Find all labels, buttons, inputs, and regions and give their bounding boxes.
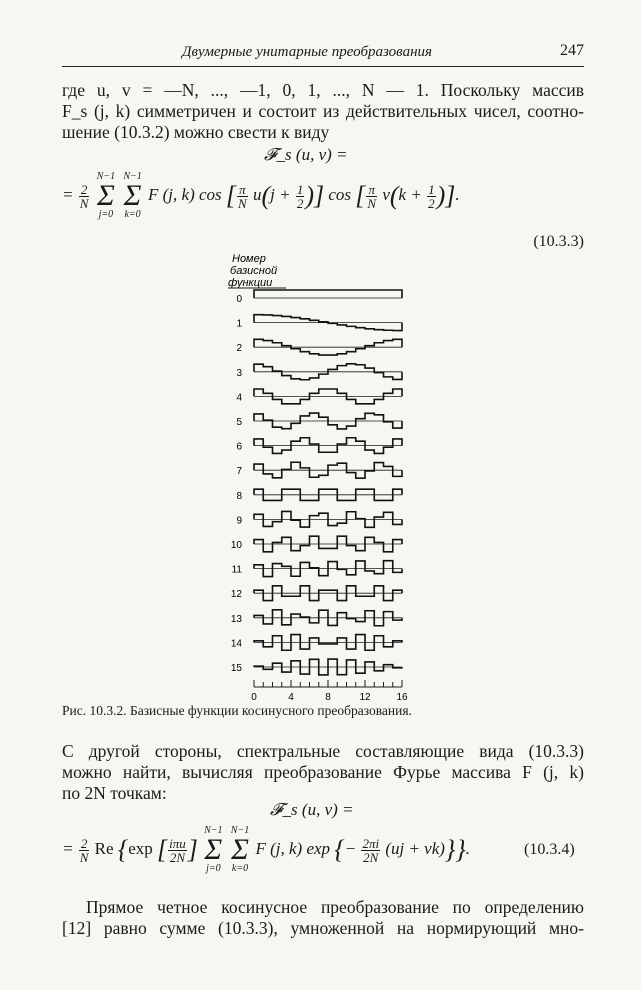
basis-function-row [236,315,402,331]
eq-var: (uj + vk) [385,838,445,858]
paragraph-line: Прямое четное косинусное преобразование по определению [86,897,584,917]
pi-over-n [237,183,248,210]
row-label: 7 [236,466,242,478]
half-fraction [296,183,305,210]
running-header-title: Двумерные унитарные преобразования [182,44,432,60]
frac-den: 2 [428,195,435,211]
basis-function-row [231,586,402,601]
row-label: 8 [236,490,242,502]
frac-num: 2 [79,837,90,851]
sum-sign [231,826,249,874]
paragraph-line: где u, v = —N, ..., —1, 0, 1, ..., N — 1. Поскольку массив [62,80,584,100]
row-label: 12 [230,589,242,601]
basis-function-row [231,536,402,552]
basis-function-row [236,489,402,502]
sum-sign [97,172,115,220]
frac-num: 2πi [362,835,380,851]
paren-close-icon: ) [436,181,446,210]
eq-var: v [382,184,390,204]
half-fraction [427,183,436,210]
x-tick-label: 12 [359,692,371,703]
eq-var: j + [270,184,291,204]
basis-function-row [236,462,402,478]
sum-top: N−1 [230,825,250,836]
running-header [62,40,584,67]
figure-ylabel [228,253,286,289]
paren-open-icon: ( [261,181,271,210]
equation-number: (10.3.3) [533,233,584,250]
basis-functions-figure [200,250,430,703]
eq-term: F (j, k) cos [148,184,222,204]
eq-re: Re [94,838,114,858]
ylabel-line: функции [228,277,273,289]
basis-function-row [236,364,402,380]
row-label: 3 [236,367,242,379]
frac-den: N [367,195,377,211]
paren-open-icon: ( [389,181,399,210]
frac-num: 1 [428,181,435,197]
paren-close-icon: ) [305,181,314,210]
x-tick-label: 8 [325,692,331,703]
bracket-close-icon: ] [445,181,456,210]
frac-den: 2N [169,849,186,865]
figure-caption: Рис. 10.3.2. Базисные функции косинусного преобразования. [62,703,412,718]
bracket-open-icon: [ [355,181,366,210]
row-label: 6 [236,441,242,453]
row-label: 11 [231,564,242,576]
row-label: 13 [230,613,242,625]
x-tick-label: 0 [251,692,257,703]
frac-num: 1 [296,181,304,197]
paragraph-line: F_s (j, k) симметричен и состоит из действительных чисел, соотно- [62,101,584,121]
eq-var: u [252,184,262,204]
basis-waveform [254,290,402,298]
ylabel-line: базисной [230,265,278,277]
bracket-open-icon: [ [225,181,237,210]
sigma-icon: Σ [96,179,115,212]
brace-open-icon: { [117,835,129,864]
x-tick-label: 4 [288,692,294,703]
sigma-icon: Σ [231,833,249,866]
sigma-icon: Σ [123,179,142,212]
frac-num: π [237,183,248,197]
equation-10-3-4: = $\frac{2}{N}$ Re {exp [ $\frac{\text{iπu}}{2N}$ ] N−1 Σ j=0 N−1 Σ k=0 F (j, k) exp {− $\frac{2\pi i}{2N}$ (uj + vk)}}. [62,825,470,874]
x-tick-label: 16 [396,692,408,703]
equation-10-3-3: = $\frac{2}{N}$ N−1 Σ j=0 N−1 Σ k=0 F (j, k) cos [ $\frac{\pi}{N}$ u(j + $\frac{1}{2}$ )] cos [ $\frac{\pi}{N}$ v(k + $\frac{1}{2}$ )]. [62,171,460,220]
paragraph-line: С другой стороны, спектральные составляющие вида (10.3.3) [62,741,584,761]
coef-fraction [79,183,90,210]
sum-top: N−1 [123,171,142,182]
equation-number: (10.3.4) [524,841,575,858]
basis-function-row [231,610,402,626]
sigma-icon: Σ [204,833,223,866]
basis-function-row [232,561,402,577]
frac-num: π [366,183,377,197]
bracket-close-icon: ] [187,835,198,864]
row-label: 1 [236,318,242,330]
paragraph-line: [12] равно сумме (10.3.3), умноженной на нормирующий мно- [62,918,584,938]
sum-top: N−1 [204,825,223,836]
sum-bottom: j=0 [98,209,114,220]
frac-den: N [79,195,89,211]
frac-den: N [238,195,247,211]
eq-lead: = [62,838,74,858]
basis-function-row [236,290,402,305]
bracket-open-icon: [ [157,835,168,864]
exp-fraction [361,837,380,864]
bracket-close-icon: ] [313,181,325,210]
sum-sign [123,172,141,220]
equation-lhs: 𝓕_s (u, v) = [264,145,348,164]
frac-num: 2 [79,183,90,197]
frac-num: iπu [169,835,186,851]
basis-function-row [231,659,402,675]
eq-cos: cos [328,184,352,204]
sum-bottom: k=0 [231,863,249,874]
row-label: 15 [230,663,242,674]
row-label: 14 [230,638,242,650]
brace-close-icon: } [444,835,456,864]
equation-lhs: 𝓕_s (u, v) = [270,800,354,819]
exp-fraction [168,837,187,864]
sum-bottom: k=0 [124,209,141,220]
sum-top: N−1 [96,171,116,182]
row-label: 0 [236,294,242,305]
row-label: 10 [230,540,242,551]
basis-function-row [236,413,402,429]
pi-over-n [366,183,377,210]
coef-fraction [79,837,90,864]
sum-bottom: j=0 [206,863,221,874]
basis-function-row [236,511,402,527]
row-label: 5 [236,417,242,428]
row-label: 4 [236,392,242,404]
basis-function-row [236,339,402,355]
brace-open-icon: { [334,835,345,864]
basis-function-row [231,635,402,651]
sum-sign [204,826,222,874]
page-number: 247 [560,42,584,59]
brace-close-icon: } [455,835,466,864]
frac-den: N [79,849,89,865]
frac-den: 2 [296,195,304,211]
basis-function-row [236,438,402,454]
eq-lead: = [62,184,78,204]
frac-den: 2N [363,849,379,865]
eq-term: F (j, k) exp [255,838,331,858]
paragraph-line: можно найти, вычисляя преобразование Фурье массива F (j, k) [62,762,584,782]
paragraph-line: шение (10.3.2) можно свести к виду [62,122,330,142]
basis-function-row [236,389,402,404]
eq-var: k + [398,184,422,204]
row-label: 9 [236,515,242,527]
ylabel-line: Номер [232,253,266,265]
row-label: 2 [236,343,242,355]
eq-exp: exp [128,838,153,858]
paragraph-line: по 2N точкам: [62,783,167,803]
basis-waveform [254,364,402,380]
eq-minus: − [344,838,357,858]
